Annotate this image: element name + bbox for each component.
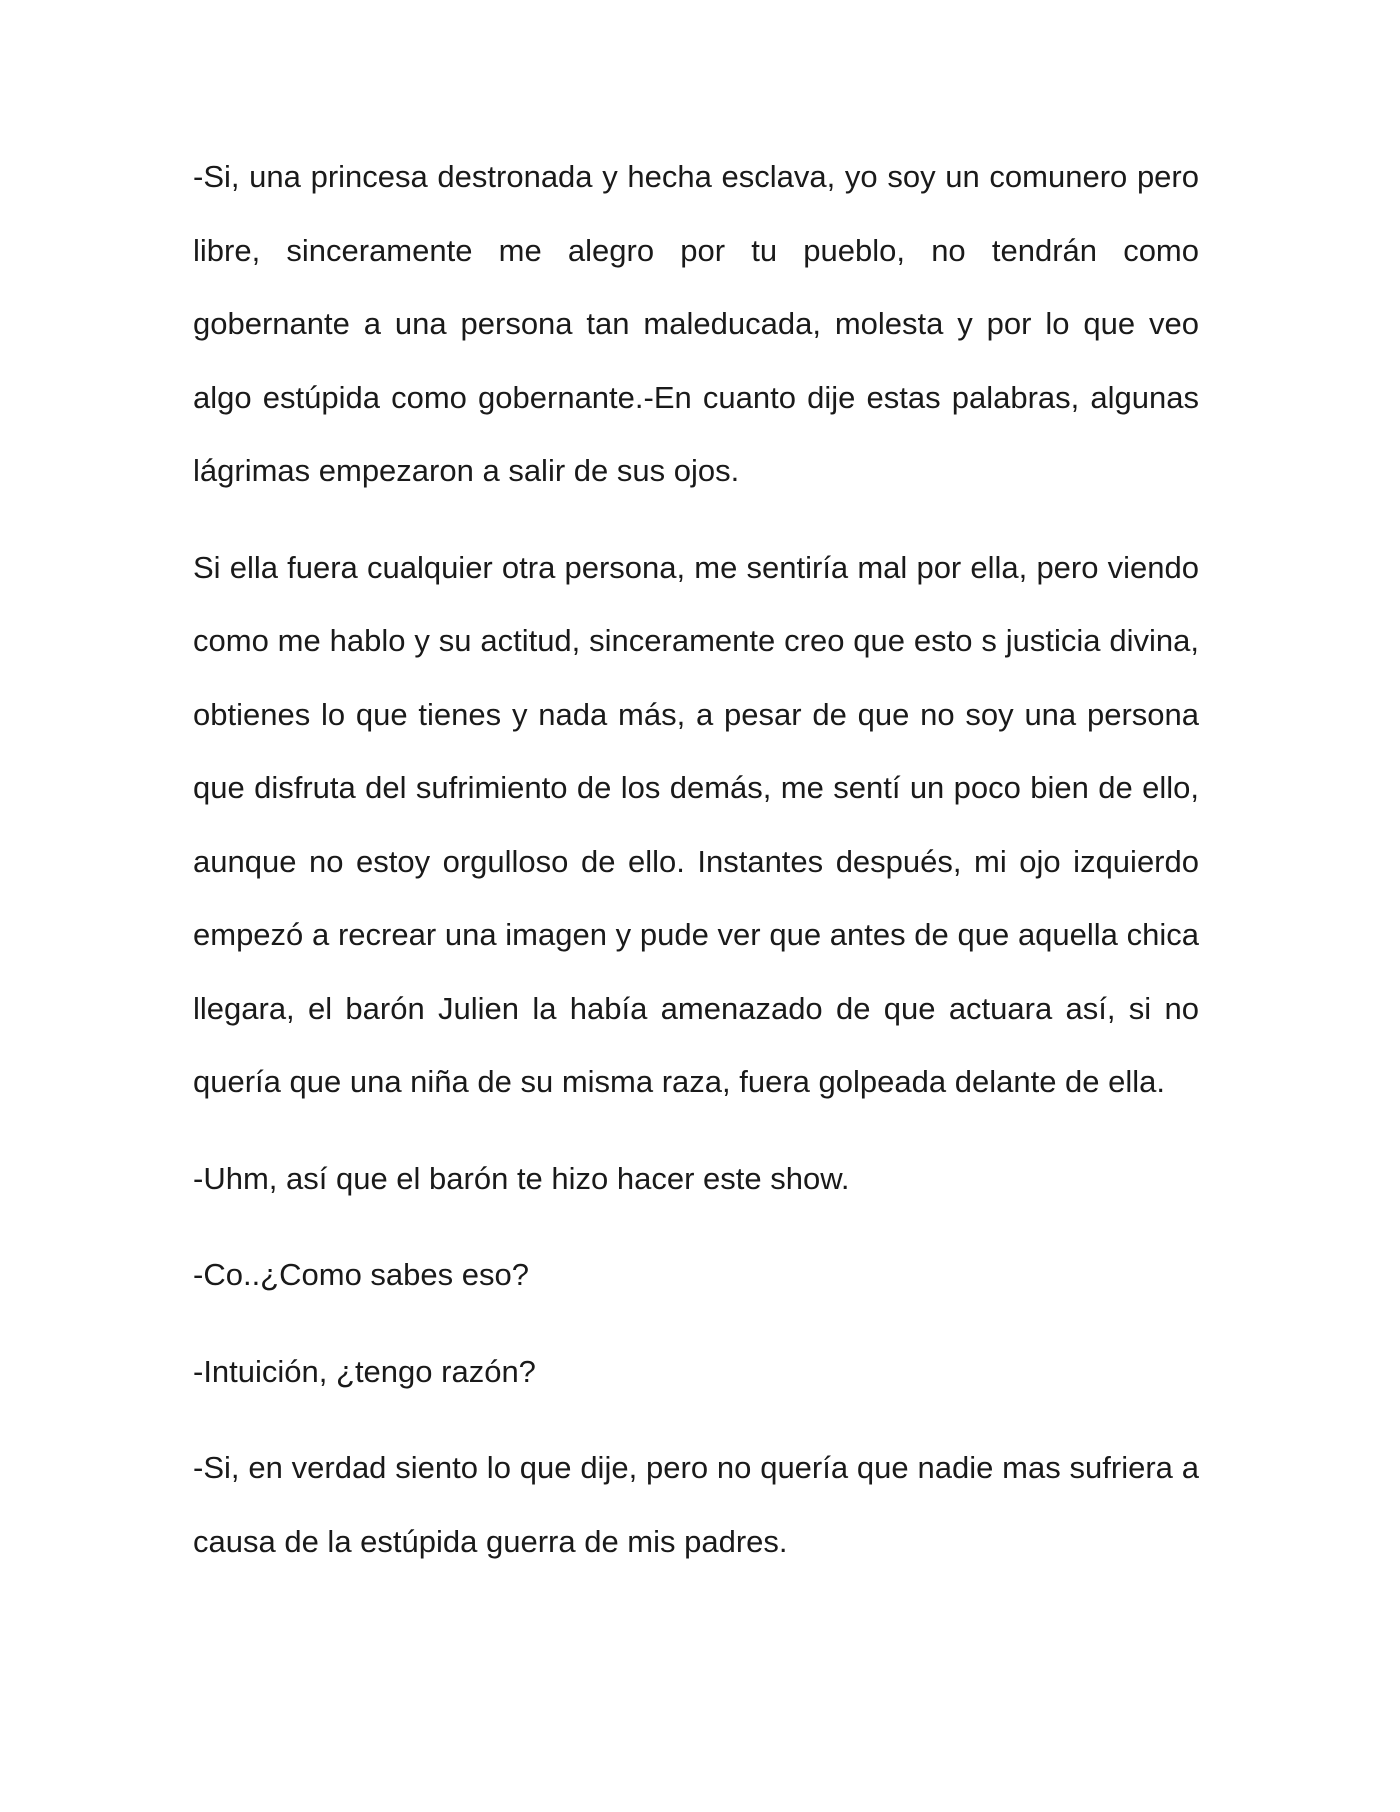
paragraph-5: -Intuición, ¿tengo razón?: [193, 1353, 536, 1389]
paragraph-3: -Uhm, así que el barón te hizo hacer este show.: [193, 1160, 850, 1196]
paragraph-2: Si ella fuera cualquier otra persona, me sentiría mal por ella, pero viendo como me hablo y su actitud, sinceramente creo que esto s justicia divina, obtienes lo que tienes y nada más, a pesar de que no soy una persona que disfruta del sufrimiento de los demás, me sentí un poco bien de ello, aunque no estoy orgulloso de ello. Instantes después, mi ojo izquierdo empezó a recrear una imagen y pude ver que antes de que aquella chica llegara, el barón Julien la había amenazado de que actuara así, si no quería que una niña de su misma raza, fuera golpeada delante de ella.: [193, 549, 1199, 1099]
body-text: [193, 140, 1199, 1601]
paragraph-6: -Si, en verdad siento lo que dije, pero no quería que nadie mas sufriera a causa de la estúpida guerra de mis padres.: [193, 1450, 1199, 1559]
paragraph-1: -Si, una princesa destronada y hecha esclava, yo soy un comunero pero libre, sinceramente me alegro por tu pueblo, no tendrán como gobernante a una persona tan maleducada, molesta y por lo que veo algo estúpida como gobernante.-En cuanto dije estas palabras, algunas lágrimas empezaron a salir de sus ojos.: [193, 159, 1199, 488]
paragraph-4: -Co..¿Como sabes eso?: [193, 1257, 529, 1292]
